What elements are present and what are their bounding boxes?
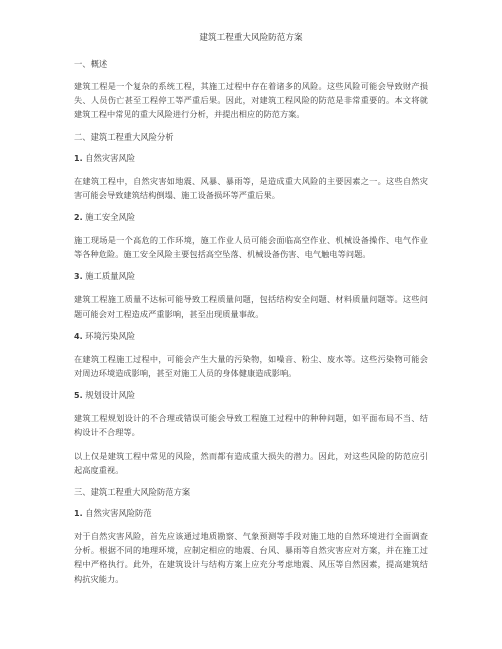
document-title: 建筑工程重大风险防范方案	[199, 33, 303, 43]
risk-item-heading-environmental-pollution	[74, 330, 428, 343]
risk-item-heading-construction-quality	[74, 270, 428, 283]
item-title: 环境污染风险	[85, 330, 136, 341]
section-heading-overview: 一、概述	[74, 59, 108, 69]
prevention-item-heading-natural-disaster	[74, 507, 428, 520]
risk-item-heading-construction-safety	[74, 211, 428, 224]
section-heading-prevention-plan: 三、建筑工程重大风险防范方案	[74, 487, 191, 498]
item-title: 施工安全风险	[85, 212, 136, 223]
item-number: 2.	[74, 213, 83, 223]
risk-item-heading-natural-disaster	[74, 152, 428, 165]
item-number: 3.	[74, 272, 83, 282]
item-number: 4.	[74, 331, 83, 341]
risk-item-text-environmental-pollution: 在建筑工程施工过程中，可能会产生大量的污染物，如噪音、粉尘、废水等。这些污染物可能会对周边环境造成影响，甚至对施工人员的身体健康造成影响。	[74, 353, 428, 379]
item-title: 施工质量风险	[85, 271, 136, 282]
section-heading-risk-analysis: 二、建筑工程重大风险分析	[74, 131, 174, 142]
risk-item-text-planning-design: 建筑工程规划设计的不合理或错误可能会导致工程施工过程中的种种问题，如平面布局不当、结构设计不合理等。	[74, 413, 428, 438]
item-number: 1.	[74, 509, 83, 519]
prevention-item-text-natural-disaster: 对于自然灾害风险，首先应该通过地质勘察、气象预测等手段对施工地的自然环境进行全面调查分析。根据不同的地理环境，应制定相应的地震、台风、暴雨等自然灾害应对方案，并在施工过程中严格执行。此外，在建筑设计与结构方案上应充分考虑地震、风压等自然因素，提高建筑结构抗灾能力。	[74, 531, 428, 584]
risk-item-text-natural-disaster: 在建筑工程中，自然灾害如地震、风暴、暴雨等，是造成重大风险的主要因素之一。这些自然灾害可能会导致建筑结构倒塌、施工设备损坏等严重后果。	[74, 175, 428, 200]
risk-item-heading-planning-design	[74, 389, 428, 402]
risk-analysis-closing-paragraph: 以上仅是建筑工程中常见的风险，然而都有造成重大损失的潜力。因此，对这些风险的防范应引起高度重视。	[74, 450, 428, 475]
risk-item-text-construction-safety: 施工现场是一个高危的工作环境，施工作业人员可能会面临高空作业、机械设备操作、电气作业等各种危险。施工安全风险主要包括高空坠落、机械设备伤害、电气触电等问题。	[74, 235, 428, 260]
item-number: 5.	[74, 391, 83, 401]
item-number: 1.	[74, 153, 83, 163]
item-title: 自然灾害风险防范	[85, 508, 152, 519]
item-title: 规划设计风险	[85, 390, 136, 401]
risk-item-text-construction-quality: 建筑工程施工质量不达标可能导致工程质量问题，包括结构安全问题、材料质量问题等。这些问题可能会对工程造成严重影响，甚至出现质量事故。	[74, 294, 428, 319]
item-title: 自然灾害风险	[85, 152, 136, 163]
overview-paragraph: 建筑工程是一个复杂的系统工程，其施工过程中存在着诸多的风险。这些风险可能会导致财产损失、人员伤亡甚至工程停工等严重后果。因此，对建筑工程风险的防范是非常重要的。本文将就建筑工程中常见的重大风险进行分析，并提出相应的防范方案。	[74, 81, 428, 120]
